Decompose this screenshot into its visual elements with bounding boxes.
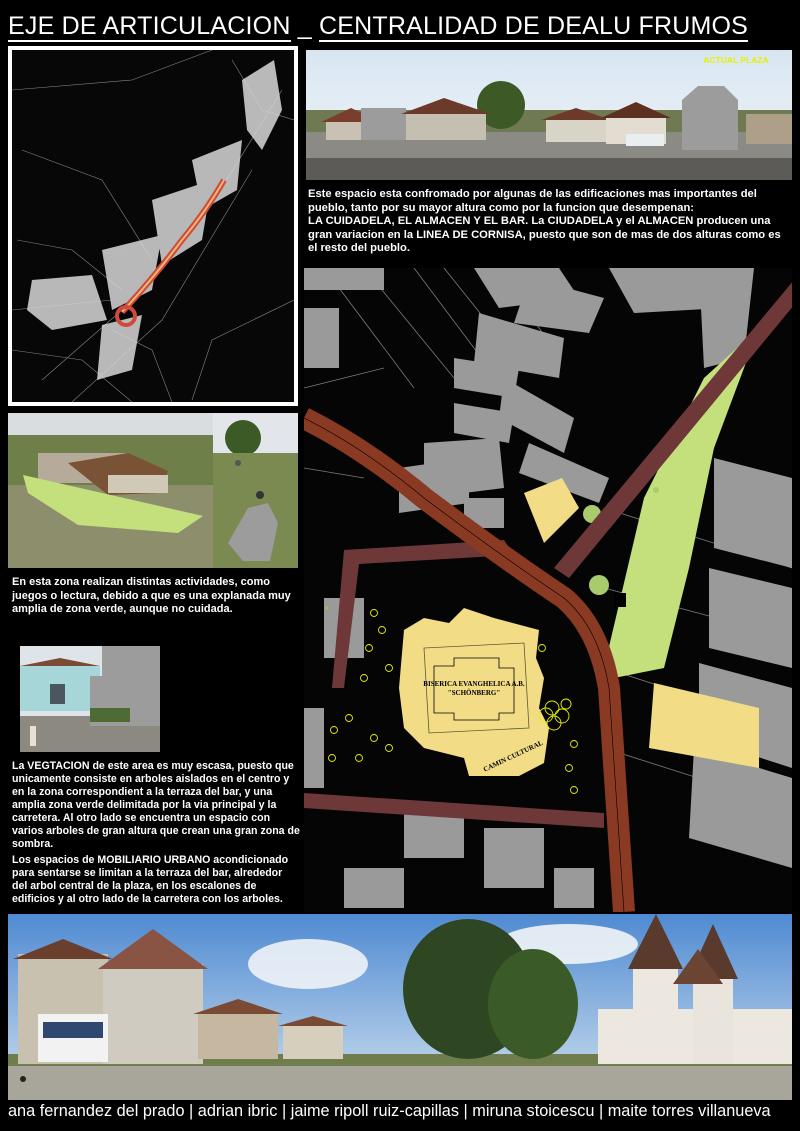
vegetation-text-p2: Los espacios de MOBILIARIO URBANO acondicionado para sentarse se limitan a la terraza del bar, alrededor del arbol central de la plaza, en los escalones de edificios y al otro lado de la carretera con los arboles. bbox=[12, 854, 289, 905]
green-area-photo bbox=[8, 413, 298, 568]
site-plan bbox=[304, 268, 792, 912]
intro-text-line1: Este espacio esta confromado por algunas de las edificaciones mas importantes del pueblo, tanto por su mayor altura como por la funcion que desempenan: bbox=[308, 188, 757, 214]
page-title bbox=[8, 12, 792, 46]
site-plan-drawing bbox=[304, 268, 792, 912]
panorama-photo bbox=[8, 914, 792, 1100]
title-right: CENTRALIDAD DE DEALU FRUMOS bbox=[318, 12, 749, 40]
activity-text: En esta zona realizan distintas actividades, como juegos o lectura, debido a que es una explanada muy amplia de zona verde, aunque no cuidada. bbox=[12, 576, 291, 615]
church-label-1: BISERICA EVANGHELICA A.B. bbox=[423, 680, 525, 688]
location-map-drawing bbox=[12, 50, 294, 402]
plaza-photo-label: ACTUAL PLAZA bbox=[703, 55, 769, 65]
location-map bbox=[8, 46, 298, 406]
intro-text-line2: LA CUIDADELA, EL ALMACEN Y EL BAR. La CIUDADELA y el ALMACEN producen una gran variacion en la LINEA DE CORNISA, puesto que son de mas de dos alturas como es el resto del pueblo. bbox=[308, 215, 781, 255]
cultural-label: CAMIN CULTURAL bbox=[482, 738, 545, 774]
panorama-photo-drawing bbox=[8, 914, 792, 1100]
title-left: EJE DE ARTICULACION bbox=[8, 12, 291, 40]
church-label-2: "SCHÖNBERG" bbox=[447, 689, 501, 697]
plaza-photo bbox=[306, 50, 792, 180]
vegetation-text bbox=[12, 760, 300, 906]
green-area-photo-drawing bbox=[8, 413, 298, 568]
building-photo-drawing bbox=[20, 646, 160, 752]
building-photo bbox=[20, 646, 160, 752]
title-separator: _ bbox=[290, 12, 319, 40]
vegetation-text-p1: La VEGTACION de este area es muy escasa, puesto que unicamente consiste en arboles aislados en el centro y en la zona correspondient a la terraza del bar, y una amplia zona verde delimitada por la via principal y la carretera. Al otro lado se encuentra un espacio con varios arboles de gran altura que crean una gran zona de sombra. bbox=[12, 760, 300, 850]
authors-footer: ana fernandez del prado | adrian ibric | jaime ripoll ruiz-capillas | miruna stoicescu | maite torres villanueva bbox=[8, 1102, 771, 1120]
intro-text bbox=[308, 188, 788, 256]
plaza-photo-drawing bbox=[306, 50, 792, 180]
